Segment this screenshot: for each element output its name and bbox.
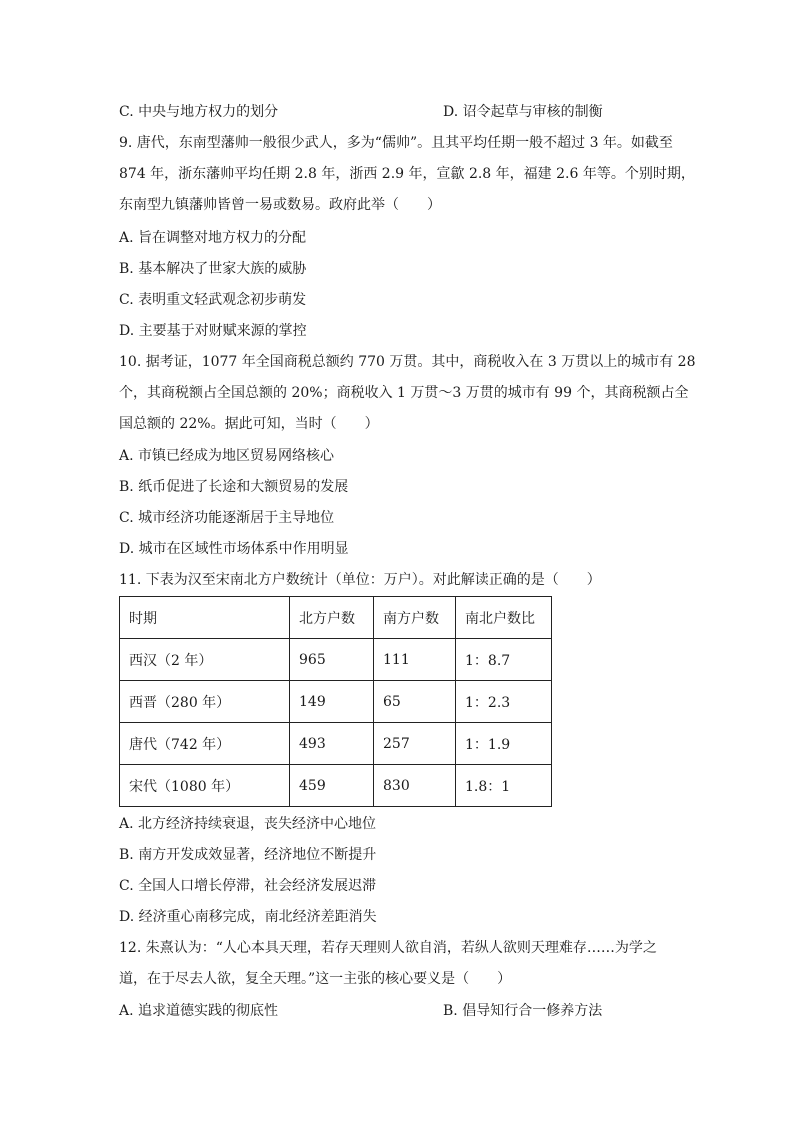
q11-stem: 11. 下表为汉至宋南北方户数统计（单位：万户）。对此解读正确的是（ ） bbox=[119, 572, 601, 588]
q12-option-a: A. 追求道德实践的彻底性 bbox=[119, 1003, 279, 1019]
table-cell: 111 bbox=[374, 639, 456, 681]
q10-stem-line-3: 国总额的 22%。据此可知，当时（ ） bbox=[119, 416, 379, 432]
q9-option-a: A. 旨在调整对地方权力的分配 bbox=[119, 230, 307, 246]
q9-stem-line-1: 9. 唐代，东南型藩帅一般很少武人，多为“儒帅”。且其平均任期一般不超过 3 年。如截至 bbox=[119, 135, 673, 151]
q9-stem-line-3: 东南型九镇藩帅皆曾一易或数易。政府此举（ ） bbox=[119, 197, 441, 213]
q10-option-d: D. 城市在区域性市场体系中作用明显 bbox=[119, 541, 349, 557]
table-header-cell: 北方户数 bbox=[290, 597, 374, 639]
table-cell: 1.8：1 bbox=[456, 765, 552, 807]
q12-stem-line-2: 道，在于尽去人欲，复全天理。”这一主张的核心要义是（ ） bbox=[119, 971, 512, 987]
table-row bbox=[120, 765, 552, 807]
q10-option-b: B. 纸币促进了长途和大额贸易的发展 bbox=[119, 479, 349, 495]
q12-option-b: B. 倡导知行合一修养方法 bbox=[443, 1003, 603, 1019]
table-cell: 149 bbox=[290, 681, 374, 723]
table-cell: 西汉（2 年） bbox=[120, 639, 290, 681]
table-cell: 1：2.3 bbox=[456, 681, 552, 723]
table-row bbox=[120, 723, 552, 765]
q10-option-a: A. 市镇已经成为地区贸易网络核心 bbox=[119, 448, 335, 464]
table-header-cell: 时期 bbox=[120, 597, 290, 639]
table-cell: 宋代（1080 年） bbox=[120, 765, 290, 807]
household-stats-table bbox=[119, 596, 552, 807]
q9-stem-line-2: 874 年，浙东藩帅平均任期 2.8 年，浙西 2.9 年，宣歙 2.8 年，福建 2.6 年等。个别时期， bbox=[119, 166, 695, 182]
q10-stem-line-1: 10. 据考证，1077 年全国商税总额约 770 万贯。其中，商税收入在 3 万贯以上的城市有 28 bbox=[119, 354, 696, 370]
table-cell: 1：1.9 bbox=[456, 723, 552, 765]
q9-option-b: B. 基本解决了世家大族的威胁 bbox=[119, 261, 307, 277]
table-header-cell: 南北户数比 bbox=[456, 597, 552, 639]
table-header-cell: 南方户数 bbox=[374, 597, 456, 639]
table-cell: 493 bbox=[290, 723, 374, 765]
q10-option-c: C. 城市经济功能逐渐居于主导地位 bbox=[119, 510, 335, 526]
table-cell: 唐代（742 年） bbox=[120, 723, 290, 765]
q8-option-d: D. 诏令起草与审核的制衡 bbox=[443, 104, 603, 120]
q8-option-c: C. 中央与地方权力的划分 bbox=[119, 104, 279, 120]
table-cell: 西晋（280 年） bbox=[120, 681, 290, 723]
q9-option-c: C. 表明重文轻武观念初步萌发 bbox=[119, 292, 307, 308]
q10-stem-line-2: 个，其商税额占全国总额的 20%；商税收入 1 万贯～3 万贯的城市有 99 个，其商税额占全 bbox=[119, 385, 689, 401]
table-cell: 257 bbox=[374, 723, 456, 765]
q11-option-c: C. 全国人口增长停滞，社会经济发展迟滞 bbox=[119, 878, 377, 894]
table-cell: 1：8.7 bbox=[456, 639, 552, 681]
table-cell: 459 bbox=[290, 765, 374, 807]
table-cell: 965 bbox=[290, 639, 374, 681]
q9-option-d: D. 主要基于对财赋来源的掌控 bbox=[119, 323, 307, 339]
table-cell: 830 bbox=[374, 765, 456, 807]
q11-option-d: D. 经济重心南移完成，南北经济差距消失 bbox=[119, 909, 377, 925]
table-row bbox=[120, 639, 552, 681]
q11-option-b: B. 南方开发成效显著，经济地位不断提升 bbox=[119, 847, 377, 863]
table-row bbox=[120, 681, 552, 723]
q12-stem-line-1: 12. 朱熹认为：“人心本具天理，若存天理则人欲自消，若纵人欲则天理难存……为学之 bbox=[119, 940, 657, 956]
table-cell: 65 bbox=[374, 681, 456, 723]
table-header-row bbox=[120, 597, 552, 639]
q11-option-a: A. 北方经济持续衰退，丧失经济中心地位 bbox=[119, 816, 377, 832]
